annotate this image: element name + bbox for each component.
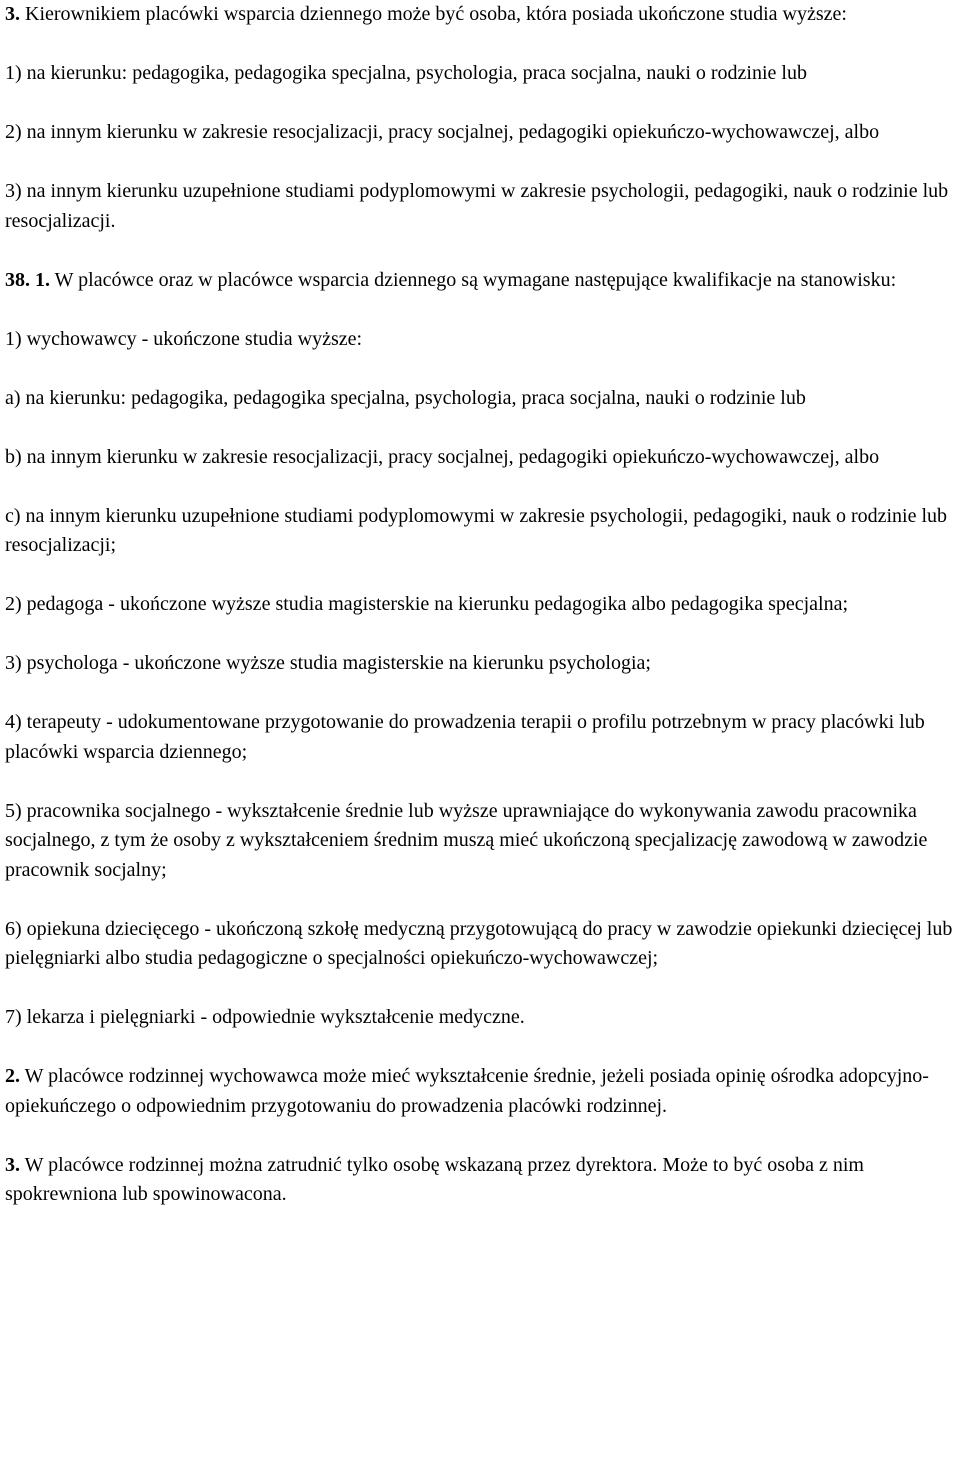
list-item: 2) pedagoga - ukończone wyższe studia magisterskie na kierunku pedagogika albo pedagogika specjalna; [5, 593, 849, 615]
list-item: 7) lekarza i pielęgniarki - odpowiednie wykształcenie medyczne. [5, 1006, 525, 1028]
list-item: 2) na innym kierunku w zakresie resocjalizacji, pracy socjalnej, pedagogiki opiekuńczo-wychowawczej, albo [5, 121, 880, 143]
paragraph-text: W placówce rodzinnej wychowawca może mieć wykształcenie średnie, jeżeli posiada opinię ośrodka adopcyjno-opiekuńczego o odpowiednim przygotowaniu do prowadzenia placówki rodzinnej. [5, 1065, 929, 1117]
list-item: 1) wychowawcy - ukończone studia wyższe: [5, 327, 363, 350]
paragraph-3 [5, 1151, 957, 1210]
list-item: 5) pracownika socjalnego - wykształcenie średnie lub wyższe uprawniające do wykonywania zawodu pracownika socjalnego, z tym że osoby z wykształceniem średnim muszą mieć ukończoną specjalizację zawodową w zawodzie pracownik socjalny; [5, 799, 928, 881]
paragraph-text: W placówce oraz w placówce wsparcia dziennego są wymagane następujące kwalifikacje na stanowisku: [50, 268, 897, 291]
section-3-intro [5, 0, 957, 30]
sub-list-item: a) na kierunku: pedagogika, pedagogika specjalna, psychologia, praca socjalna, nauki o rodzinie lub [5, 386, 806, 409]
list-item: 4) terapeuty - udokumentowane przygotowanie do prowadzenia terapii o profilu potrzebnym w pracy placówki lub placówki wsparcia dziennego; [5, 711, 925, 763]
list-item: 3) na innym kierunku uzupełnione studiami podyplomowymi w zakresie psychologii, pedagogiki, nauk o rodzinie lub resocjalizacji. [5, 180, 949, 232]
sub-list-item: b) na innym kierunku w zakresie resocjalizacji, pracy socjalnej, pedagogiki opiekuńczo-wychowawczej, albo [5, 445, 880, 468]
section-number: 3. [5, 3, 20, 25]
paragraph-2 [5, 1062, 957, 1121]
document-page [5, 0, 957, 1239]
paragraph-number: 3. [5, 1153, 20, 1176]
paragraph-text: W placówce rodzinnej można zatrudnić tylko osobę wskazaną przez dyrektora. Może to być osoba z nim spokrewniona lub spowinowacona. [5, 1153, 864, 1205]
paragraph-text: Kierownikiem placówki wsparcia dziennego może być osoba, która posiada ukończone studia wyższe: [20, 3, 847, 25]
paragraph-number: 2. [5, 1065, 20, 1087]
list-item: 6) opiekuna dziecięcego - ukończoną szkołę medyczną przygotowującą do pracy w zawodzie opiekunki dziecięcej lub pielęgniarki albo studia pedagogiczne o specjalności opiekuńczo-wychowawczej; [5, 917, 953, 969]
list-item: 3) psychologa - ukończone wyższe studia magisterskie na kierunku psychologia; [5, 652, 651, 674]
sub-list-item: c) na innym kierunku uzupełnione studiami podyplomowymi w zakresie psychologii, pedagogiki, nauk o rodzinie lub resocjalizacji; [5, 504, 948, 556]
list-item: 1) na kierunku: pedagogika, pedagogika specjalna, psychologia, praca socjalna, nauki o rodzinie lub [5, 62, 807, 84]
article-number: 38. 1. [5, 268, 50, 291]
article-38-intro [5, 266, 957, 296]
